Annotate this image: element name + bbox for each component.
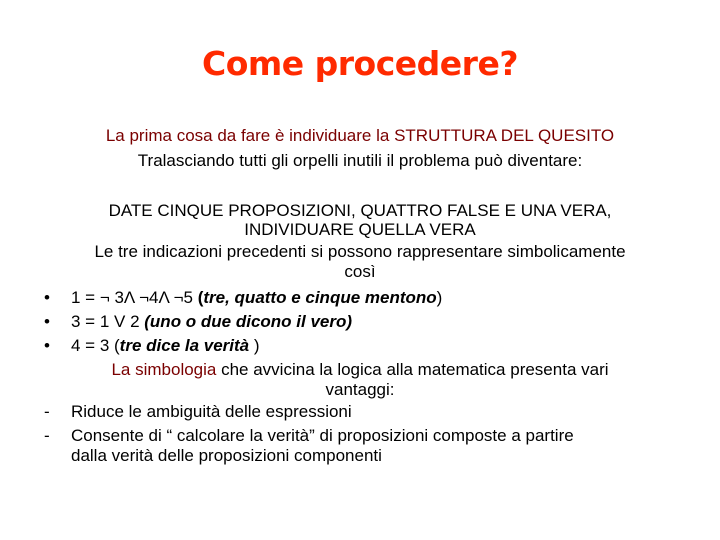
simbologia-rest: che avvicina la logica alla matematica presenta vari: [216, 360, 609, 379]
advantage-text-2: dalla verità delle proposizioni componenti: [71, 446, 382, 465]
advantage-text: Consente di “ calcolare la verità” di proposizioni composte a partire: [71, 426, 574, 445]
bullet-note: tre, quatto e cinque mentono: [203, 288, 437, 307]
bullet-note: tre dice la verità: [119, 336, 250, 355]
intro-line-1: [0, 126, 720, 146]
advantage-marker: -: [44, 426, 50, 445]
intro-text: La prima cosa da fare è individuare la: [105, 126, 395, 145]
bullet-formula: 3 = 1 V 2: [71, 312, 145, 331]
slide-title: Come procedere?: [202, 44, 518, 83]
symbolic-line-2: così: [344, 262, 376, 281]
symbolic-line-1: Le tre indicazioni precedenti si possono rappresentare simbolicamente: [94, 242, 626, 261]
bullet-note: uno o due dicono il vero): [149, 312, 353, 331]
bullet-marker: •: [44, 336, 50, 355]
simbologia-word: La simbologia: [111, 360, 217, 379]
bullet-formula: 1 = ¬ 3Λ ¬4Λ ¬5: [71, 288, 198, 307]
bullet-note-close: ): [249, 336, 260, 355]
bullet-note-close: ): [436, 288, 443, 307]
simbologia-line-2: vantaggi:: [325, 380, 395, 399]
bullet-note-open: (: [197, 288, 204, 307]
bullet-note-open: (: [144, 312, 150, 331]
advantage-marker: -: [44, 402, 50, 421]
bullet-marker: •: [44, 288, 50, 307]
intro-highlight: STRUTTURA DEL QUESITO: [394, 126, 615, 145]
intro-line-2: Tralasciando tutti gli orpelli inutili il problema può diventare:: [137, 151, 583, 170]
statement-line-2: INDIVIDUARE QUELLA VERA: [244, 220, 476, 239]
advantage-text: Riduce le ambiguità delle espressioni: [71, 402, 352, 421]
bullet-marker: •: [44, 312, 50, 331]
statement-line-1: DATE CINQUE PROPOSIZIONI, QUATTRO FALSE E UNA VERA,: [108, 201, 612, 220]
simbologia-line-1: [0, 360, 720, 380]
bullet-formula: 4 = 3 (: [71, 336, 120, 355]
